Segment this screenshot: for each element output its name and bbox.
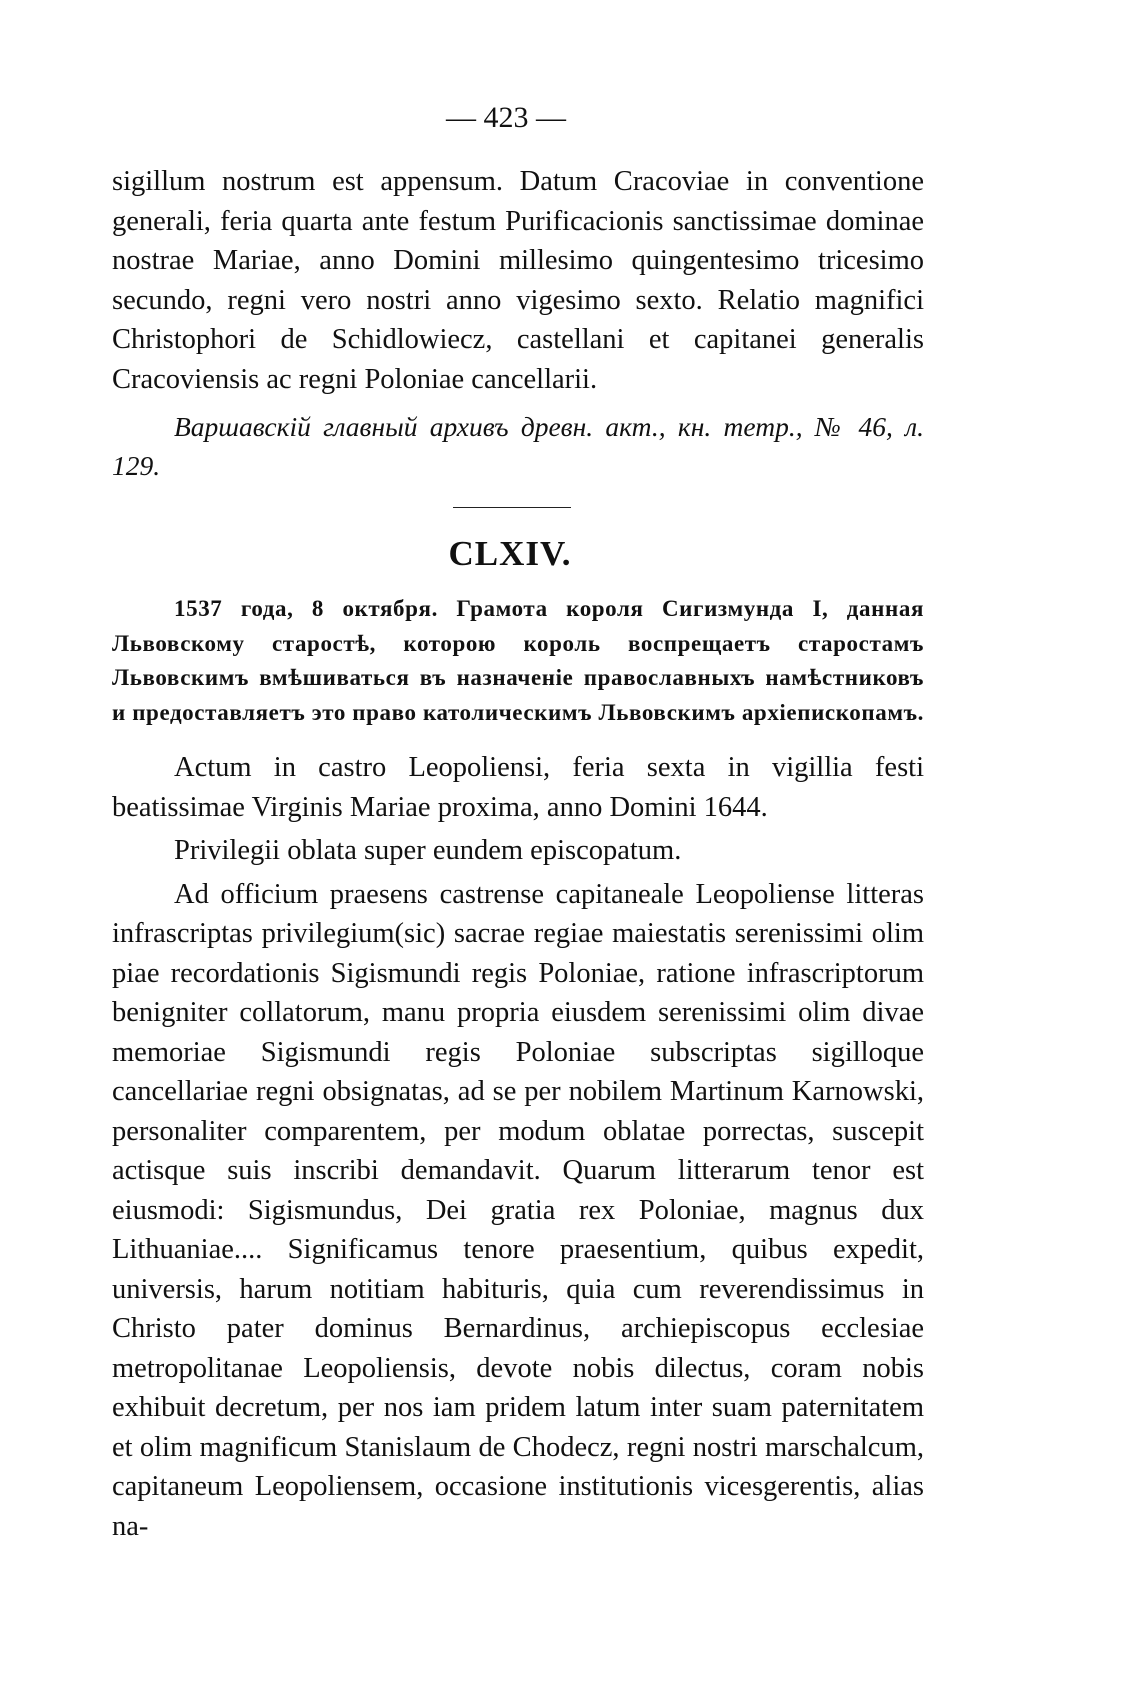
body-paragraph-oblata: Privilegii oblata super eundem episcopatum. bbox=[174, 835, 682, 866]
page-number: — 423 — bbox=[446, 101, 566, 134]
document-number-heading: CLXIV. bbox=[448, 534, 572, 573]
section-divider bbox=[453, 507, 571, 508]
body-paragraph-actum: Actum in castro Leopoliensi, feria sexta in vigillia festi beatissimae Virginis Mariae proxima, anno Domini 1644. bbox=[112, 752, 924, 823]
document-page bbox=[112, 98, 924, 1546]
archive-source-note: Варшавскій главный архивъ древн. акт., кн. тетр., № 46, л. 129. bbox=[112, 411, 924, 481]
opening-paragraph: sigillum nostrum est appensum. Datum Cracoviae in conventione generali, feria quarta ante festum Purificacionis sanctissimae dominae nostrae Mariae, anno Domini millesimo quingentesimo tricesimo secundo, regni vero nostri anno vigesimo sexto. Relatio magnifici Christophori de Schidlowiecz, castellani et capitanei generalis Cracoviensis ac regni Poloniae cancellarii. bbox=[112, 166, 924, 395]
document-summary: 1537 года, 8 октября. Грамота короля Сигизмунда I, данная Львовскому старостѣ, которою король воспрещаетъ старостамъ Львовскимъ вмѣшиваться въ назначеніе православныхъ намѣстниковъ и предоставляетъ это право католическимъ Львовскимъ архіепископамъ. bbox=[112, 596, 924, 725]
body-paragraph-main: Ad officium praesens castrense capitaneale Leopoliense litteras infrascriptas privilegium(sic) sacrae regiae maiestatis serenissimi olim piae recordationis Sigismundi regis Poloniae, ratione infrascriptorum benigniter collatorum, manu propria eiusdem serenissimi olim divae memoriae Sigismundi regis Poloniae subscriptas sigilloque cancellariae regni obsignatas, ad se per nobilem Martinum Karnowski, personaliter comparentem, per modum oblatae porrectas, suscepit actisque suis inscribi demandavit. Quarum litterarum tenor est eiusmodi: Sigismundus, Dei gratia rex Poloniae, magnus dux Lithuaniae.... Significamus tenore praesentium, quibus expedit, universis, harum notitiam habituris, quia cum reverendissimus in Christo pater dominus Bernardinus, archiepiscopus ecclesiae metropolitanae Leopoliensis, devote nobis dilectus, coram nobis exhibuit decretum, per nos iam pridem latum inter suam paternitatem et olim magnificum Stanislaum de Chodecz, regni nostri marschalcum, capitaneum Leopoliensem, occasione institutionis vicesgerentis, alias na- bbox=[112, 878, 924, 1542]
